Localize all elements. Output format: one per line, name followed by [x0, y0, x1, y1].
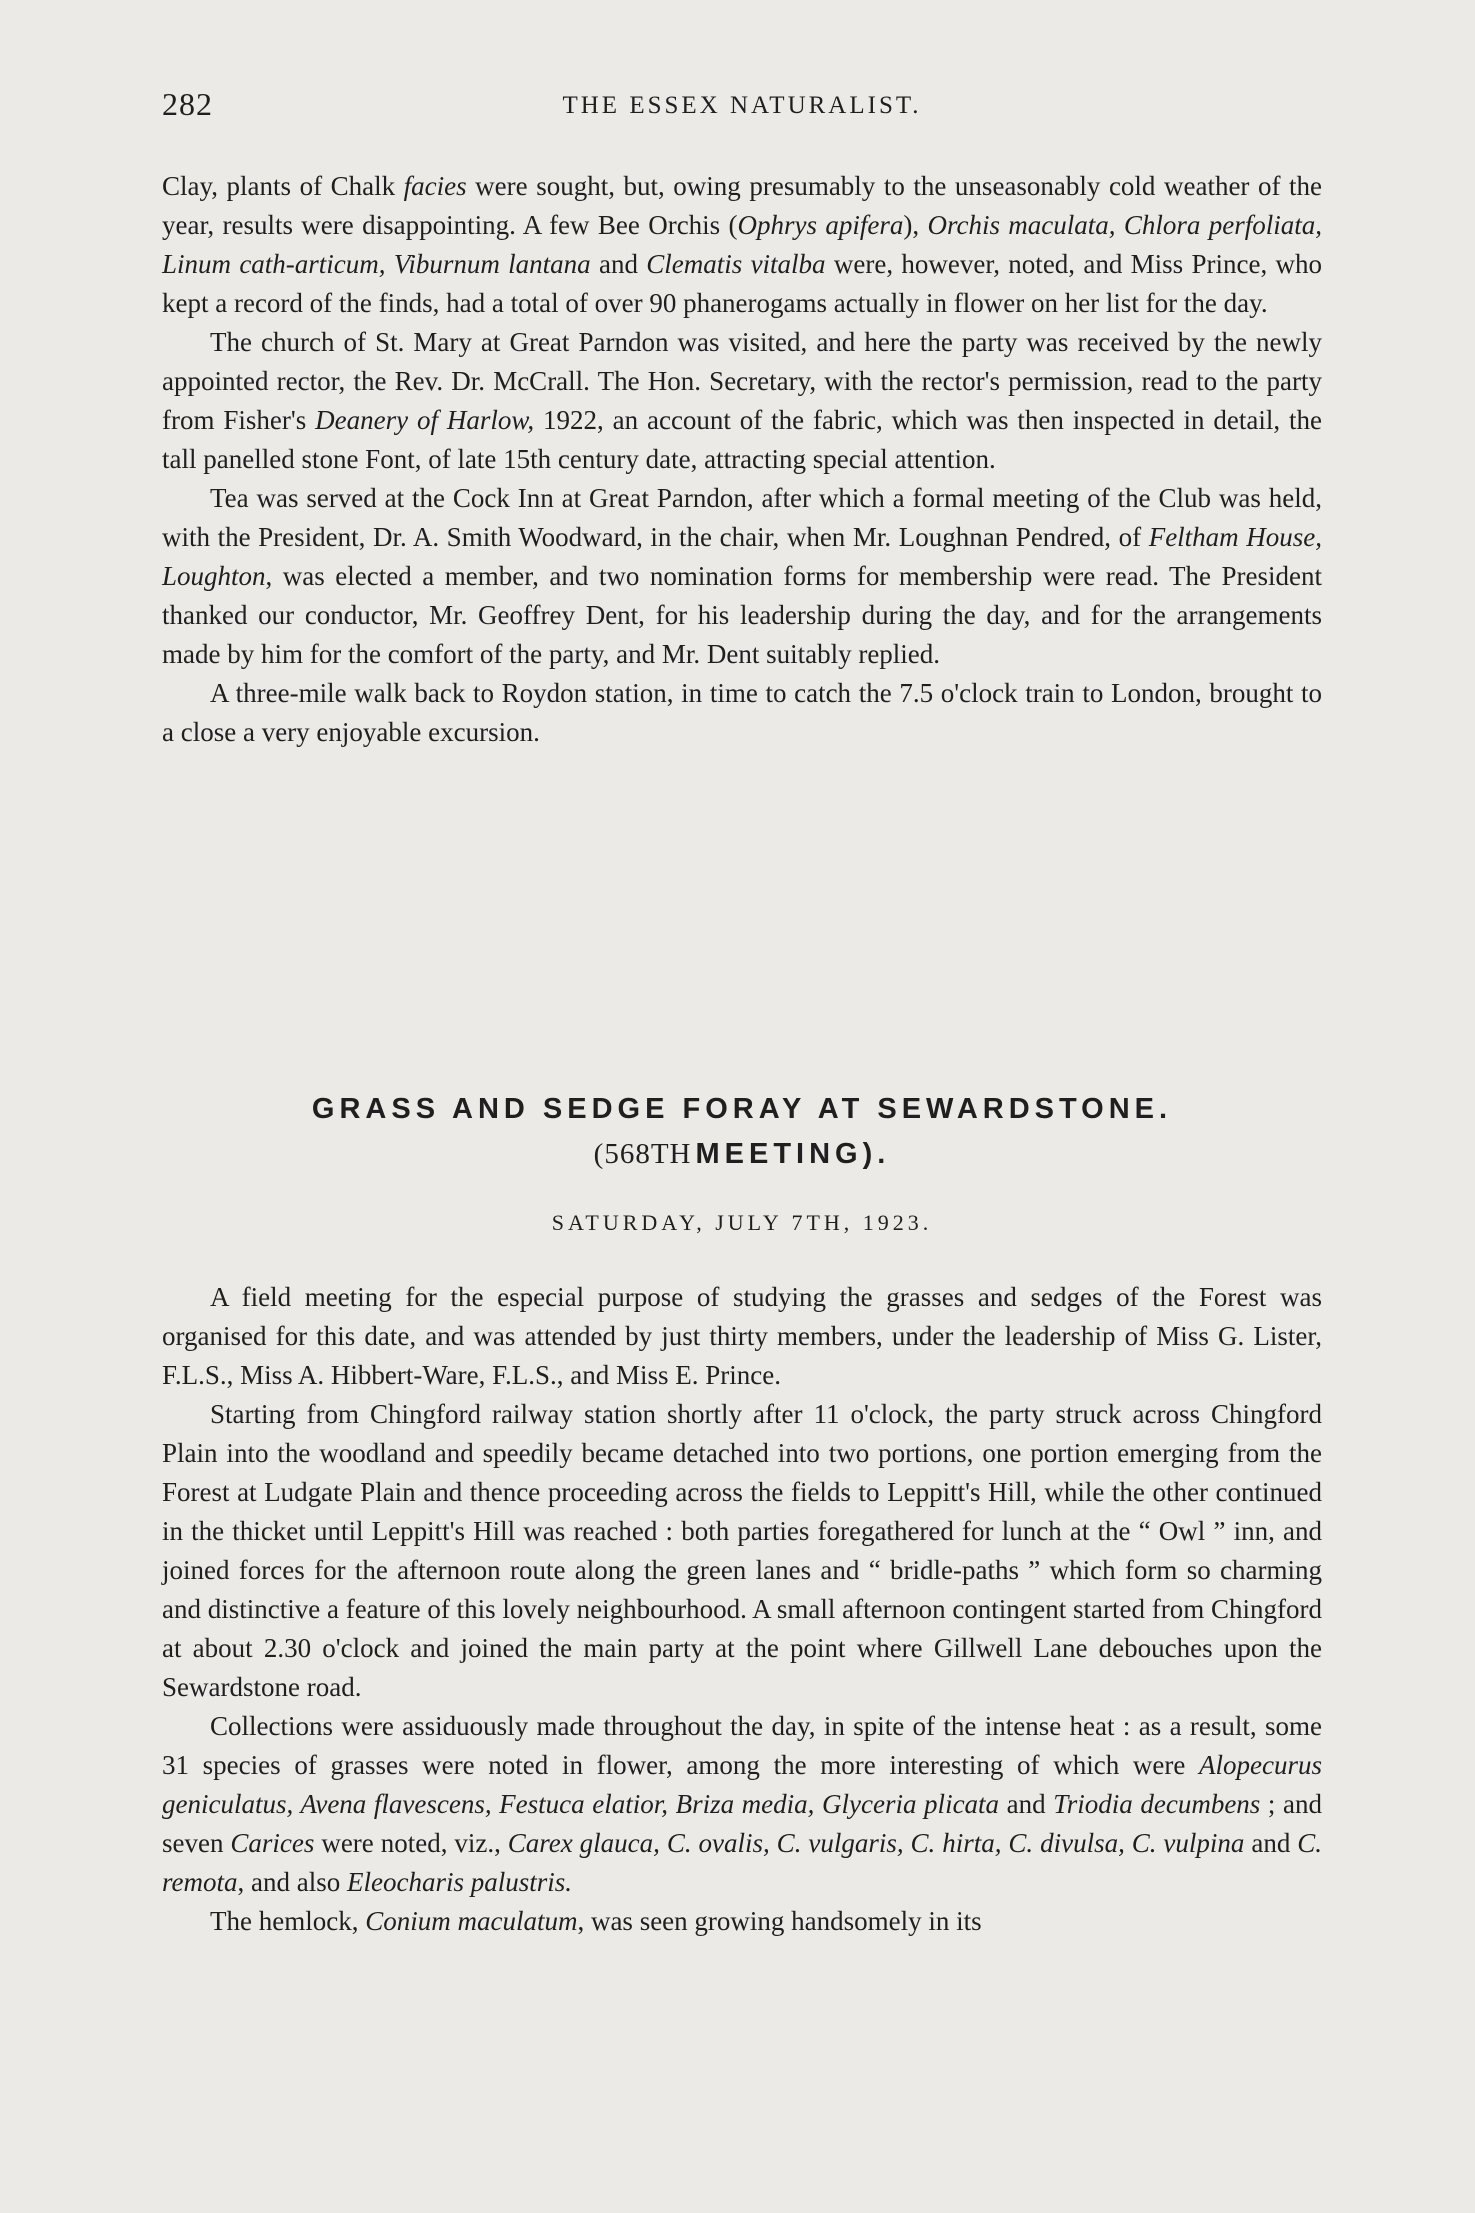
section-title: GRASS AND SEDGE FORAY AT SEWARDSTONE.: [311, 1093, 1173, 1125]
italic-text-run: Carex glauca, C. ovalis, C. vulgaris, C. hirta, C. divulsa, C. vulpina: [507, 1828, 1245, 1858]
paragraph: [162, 1902, 1322, 1941]
text-run: A field meeting for the especial purpose of studying the grasses and sedges of the Forest was organised for this date, and was attended by just thirty members, under the leadership of Miss G. Lister, F.L.S., Miss A. Hibbert-Ware, F.L.S., and Miss E. Prince.: [162, 1282, 1322, 1390]
running-title: THE ESSEX NATURALIST.: [562, 92, 922, 119]
italic-text-run: Alopecurus geniculatus, Avena flavescens, Festuca elatior, Briza media, Glyceria plicata: [162, 1750, 1322, 1819]
italic-text-run: Eleocharis palustris.: [346, 1867, 572, 1897]
paragraph: [162, 1278, 1322, 1395]
text-run: and: [999, 1789, 1054, 1819]
paragraph: [162, 1395, 1322, 1707]
text-run: A three-mile walk back to Roydon station, in time to catch the 7.5 o'clock train to London, brought to a close a very enjoyable excursion.: [162, 678, 1322, 747]
italic-text-run: Feltham House, Loughton: [162, 522, 1323, 591]
page-header: [162, 86, 1322, 136]
text-run: were, however, noted, and Miss Prince, who kept a record of the finds, had a total of over 90 phanerogams actually in flower on her list for the day.: [162, 249, 1323, 318]
paragraph: [162, 1707, 1322, 1902]
text-run: The church of St. Mary at Great Parndon was visited, and here the party was received by the newly appointed rector, the Rev. Dr. McCrall. The Hon. Secretary, with the rector's permission, read to the party from Fisher's: [162, 327, 1322, 435]
text-run: Clay, plants of Chalk: [162, 171, 404, 201]
paragraph: [162, 167, 1322, 323]
italic-text-run: Conium maculatum: [365, 1906, 578, 1936]
text-run: Tea was served at the Cock Inn at Great Parndon, after which a formal meeting of the Club was held, with the President, Dr. A. Smith Woodward, in the chair, when Mr. Loughnan Pendred, of: [162, 483, 1322, 552]
text-run: , was seen growing handsomely in its: [577, 1906, 982, 1936]
text-run: and: [590, 249, 647, 279]
foray-report: [162, 1278, 1322, 1941]
italic-text-run: Carices: [230, 1828, 315, 1858]
meeting-word: MEETING).: [695, 1138, 891, 1170]
paragraph: [162, 674, 1322, 752]
text-run: were noted, viz.,: [314, 1828, 508, 1858]
text-run: The hemlock,: [210, 1906, 366, 1936]
text-run: were sought, but, owing presumably to the unseasonably cold weather of the year, results were disappointing. A few Bee Orchis (: [162, 171, 1322, 240]
text-run: Starting from Chingford railway station shortly after 11 o'clock, the party struck across Chingford Plain into the woodland and speedily became detached into two portions, one portion emerging from the Forest at Ludgate Plain and thence proceeding across the fields to Leppitt's Hill, while the other continued in the thicket until Leppitt's Hill was reached : both parties foregathered for lunch at the “ Owl ” inn, and joined forces for the afternoon route along the green lanes and “ bridle-paths ” which form so charming and distinctive a feature of this lovely neighbourhood. A small afternoon contingent started from Chingford at about 2.30 o'clock and joined the main party at the point where Gillwell Lane debouches upon the Sewardstone road.: [162, 1399, 1322, 1702]
text-run: Collections were assiduously made throughout the day, in spite of the intense heat : as a result, some 31 species of grasses were noted in flower, among the more interesting of which were: [162, 1711, 1322, 1780]
italic-text-run: Clematis vitalba: [646, 249, 826, 279]
meeting-ordinal: (568TH: [593, 1138, 692, 1170]
meeting-number: [162, 1132, 1322, 1181]
text-run: ),: [903, 210, 928, 240]
italic-text-run: Triodia decumbens: [1053, 1789, 1261, 1819]
text-run: , was elected a member, and two nomination forms for membership were read. The President thanked our conductor, Mr. Geoffrey Dent, for his leadership during the day, and for the arrangements made by him for the comfort of the party, and Mr. Dent suitably replied.: [162, 561, 1322, 669]
meeting-date: SATURDAY, JULY 7TH, 1923.: [551, 1210, 933, 1235]
paragraph: [162, 479, 1322, 674]
text-run: ; and seven: [162, 1789, 1322, 1858]
italic-text-run: Deanery of Harlow,: [315, 405, 535, 435]
text-run: , and also: [237, 1867, 347, 1897]
italic-text-run: C. remota: [162, 1828, 1323, 1897]
page-number: 282: [162, 86, 213, 122]
italic-text-run: Orchis maculata, Chlora perfoliata, Linum cath-articum, Viburnum lantana: [162, 210, 1322, 279]
text-run: and: [1244, 1828, 1298, 1858]
excursion-report-continued: [162, 167, 1322, 752]
text-run: 1922, an account of the fabric, which was then inspected in detail, the tall panelled stone Font, of late 15th century date, attracting special attention.: [162, 405, 1323, 474]
paragraph: [162, 323, 1322, 479]
italic-text-run: Ophrys apifera: [737, 210, 904, 240]
italic-text-run: facies: [403, 171, 467, 201]
